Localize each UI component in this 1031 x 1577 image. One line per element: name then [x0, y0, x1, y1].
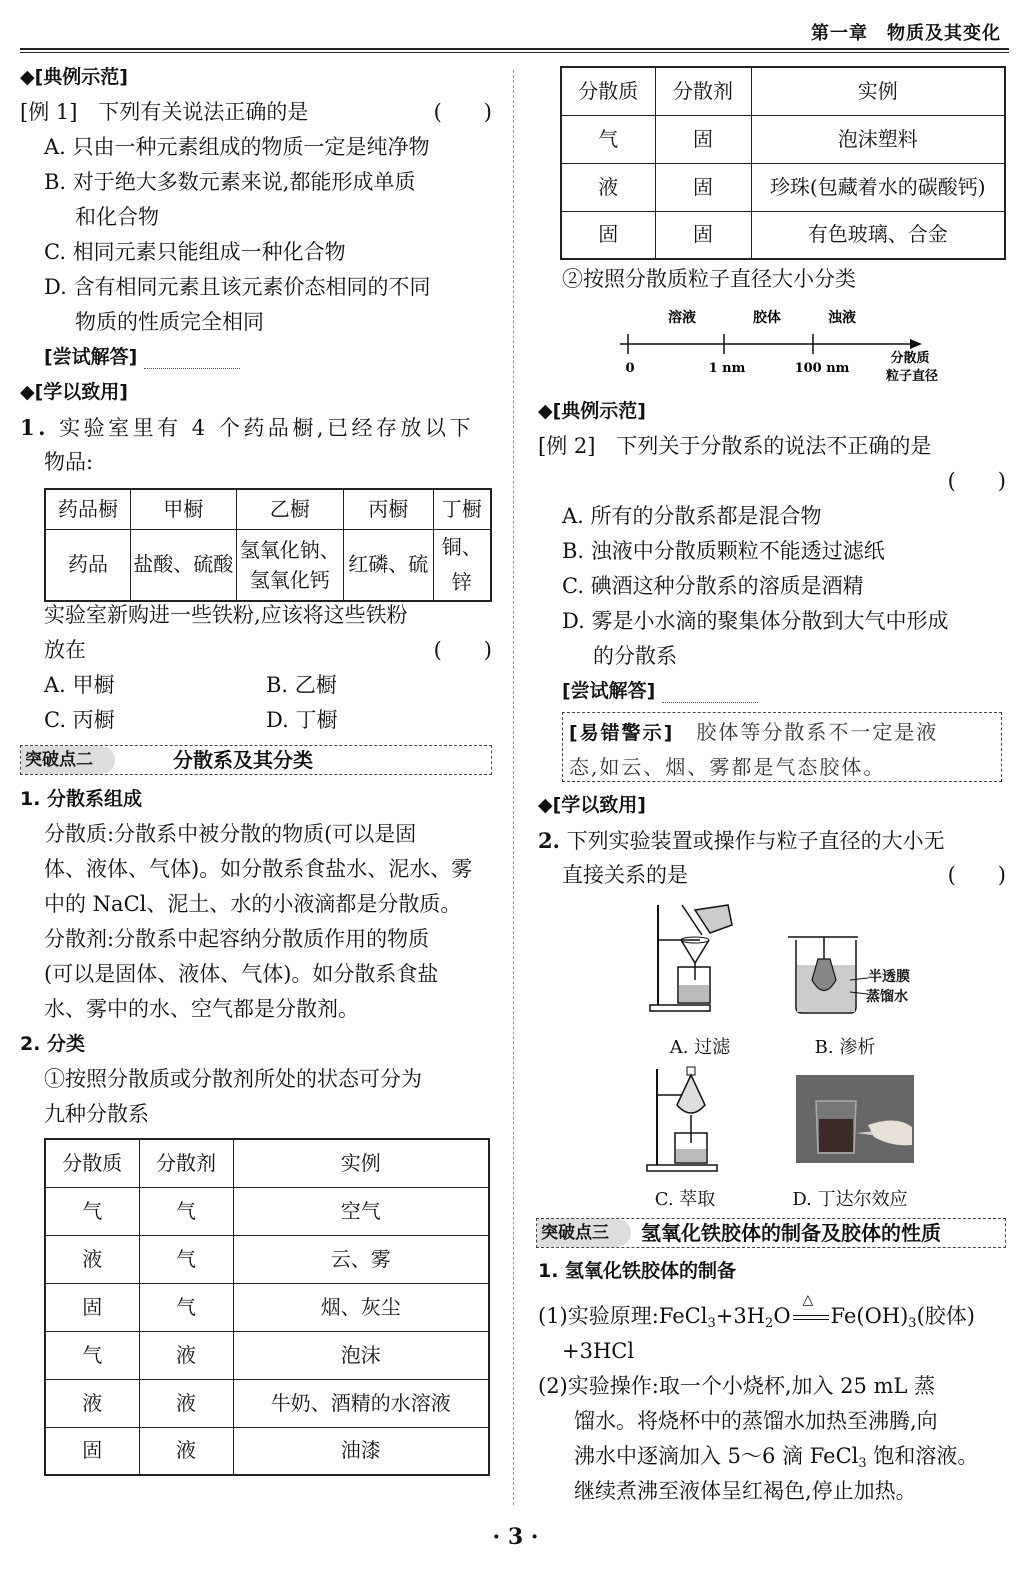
table-header: 分散质	[561, 67, 655, 115]
chapter-title: 第一章 物质及其变化	[811, 23, 1001, 44]
example1-option-b-cont: 和化合物	[75, 205, 159, 229]
text-line: ①按照分散质或分散剂所处的状态可分为	[44, 1067, 422, 1091]
text-line: 分散剂:分散系中起容纳分散质作用的物质	[44, 927, 430, 951]
table-cell: 气	[139, 1283, 233, 1331]
table-cell: 液	[561, 163, 655, 211]
label-colloid: 胶体	[753, 310, 781, 326]
apply-heading: ◆[学以致用]	[538, 794, 646, 816]
table-cell: 液	[45, 1235, 139, 1283]
text-line: 中的 NaCl、泥土、水的小液滴都是分散质。	[44, 892, 462, 916]
left-column	[20, 60, 492, 732]
try-answer: [尝试解答]	[538, 674, 1006, 709]
figure-caption-a: A. 过滤	[669, 1037, 731, 1058]
table-cell: 云、雾	[233, 1235, 489, 1283]
axis-arrow	[910, 339, 922, 349]
example2-stem: [例 2] 下列关于分散系的说法不正确的是	[538, 434, 932, 458]
section-tag: 突破点三	[537, 1219, 631, 1247]
q1-after-line1: 实验室新购进一些铁粉,应该将这些铁粉	[44, 603, 408, 627]
figure-caption-c: C. 萃取	[654, 1189, 716, 1210]
example-heading: ◆[典例示范]	[20, 66, 128, 88]
axis-end-label: 粒子直径	[885, 369, 939, 384]
example1-option-b: B. 对于绝大多数元素来说,都能形成单质	[44, 170, 416, 194]
example2-paren: ( )	[947, 469, 1006, 493]
answer-blank[interactable]	[144, 347, 240, 369]
filtration-apparatus	[640, 895, 740, 1015]
q1-line1: 1. 实验室里有 4 个药品橱,已经存放以下	[20, 415, 474, 440]
section-tag: 突破点二	[21, 746, 115, 774]
tick-label-100nm: 100 nm	[794, 361, 850, 376]
right-column	[538, 394, 1006, 709]
table-row	[45, 1379, 489, 1427]
table-cell: 油漆	[233, 1427, 489, 1475]
table-cell: 泡沫	[233, 1331, 489, 1379]
left-column-lower	[20, 782, 492, 1132]
table-header: 分散质	[45, 1139, 139, 1187]
q1-line2: 物品:	[44, 450, 94, 474]
table-row	[561, 115, 1005, 163]
text-line: 分散质:分散系中被分散的物质(可以是固	[44, 822, 417, 846]
size-classification-line: ②按照分散质粒子直径大小分类	[562, 267, 856, 291]
table-cell: 气	[45, 1331, 139, 1379]
try-answer: [尝试解答]	[20, 340, 492, 375]
text-line: 九种分散系	[44, 1102, 149, 1126]
example1-stem: [例 1] 下列有关说法正确的是 ( )	[20, 100, 492, 124]
particle-size-axis	[610, 300, 970, 390]
q2-line1: 2. 下列实验装置或操作与粒子直径的大小无	[538, 828, 945, 853]
table-cell: 液	[139, 1379, 233, 1427]
q2-line2: 直接关系的是 ( )	[562, 863, 1006, 887]
s1-title: 1. 分散系组成	[20, 788, 143, 810]
table-cell: 氢氧化钠、 氢氧化钙	[236, 529, 343, 601]
right-column-lower	[538, 1254, 1006, 1509]
dispersion-table-right	[560, 66, 1006, 260]
tyndall-photo	[796, 1075, 914, 1163]
membrane-label: 半透膜	[868, 969, 910, 985]
table-header: 实例	[233, 1139, 489, 1187]
table-header: 乙橱	[236, 489, 343, 529]
procedure-line1: (2)实验操作:取一个小烧杯,加入 25 mL 蒸	[538, 1374, 936, 1398]
table-cell: 固	[655, 115, 751, 163]
table-cell: 液	[139, 1427, 233, 1475]
section-title: 分散系及其分类	[173, 748, 313, 772]
s1-body	[20, 817, 492, 1027]
apply-heading: ◆[学以致用]	[20, 381, 128, 403]
header-rule-thin	[20, 52, 1009, 53]
example2-option-d-cont: 的分散系	[593, 644, 677, 668]
answer-blank[interactable]	[662, 681, 758, 703]
table-cell: 固	[655, 163, 751, 211]
table-row	[45, 1283, 489, 1331]
figure-caption-b: B. 渗析	[814, 1037, 876, 1058]
text-line: (可以是固体、液体、气体)。如分散系食盐	[44, 962, 439, 986]
heat-symbol: △	[802, 1292, 814, 1308]
section-bar-3	[536, 1218, 1006, 1248]
table-cell: 烟、灰尘	[233, 1283, 489, 1331]
figure-caption-d: D. 丁达尔效应	[792, 1189, 908, 1210]
table-cell: 药品	[45, 529, 131, 601]
s2-title: 2. 分类	[20, 1033, 86, 1055]
example1-option-d: D. 含有相同元素且该元素价态相同的不同	[44, 275, 431, 299]
text-line: 体、液体、气体)。如分散系食盐水、泥水、雾	[44, 857, 473, 881]
table-cell: 气	[45, 1187, 139, 1235]
q1-options-cd: C. 丙橱 D. 丁橱	[44, 708, 338, 732]
table-cell: 牛奶、酒精的水溶液	[233, 1379, 489, 1427]
cabinet-table	[44, 488, 492, 602]
distilled-water-label: 蒸馏水	[866, 989, 908, 1005]
table-cell: 气	[561, 115, 655, 163]
example-heading: ◆[典例示范]	[538, 400, 646, 422]
s2-body	[20, 1062, 492, 1132]
tick-label-0: 0	[625, 361, 635, 376]
table-header: 分散剂	[139, 1139, 233, 1187]
example1-option-d-cont: 物质的性质完全相同	[75, 310, 264, 334]
example2-option-c: C. 碘酒这种分散系的溶质是酒精	[562, 574, 864, 598]
example2-option-b: B. 浊液中分散质颗粒不能透过滤纸	[562, 539, 885, 563]
table-row	[561, 211, 1005, 259]
table-header: 甲橱	[131, 489, 237, 529]
separatory-funnel	[645, 1065, 725, 1175]
page-number: · 3 ·	[492, 1524, 539, 1550]
table-header: 分散剂	[655, 67, 751, 115]
table-cell: 盐酸、硫酸	[131, 529, 237, 601]
procedure-line2: 馏水。将烧杯中的蒸馏水加热至沸腾,向	[574, 1409, 938, 1433]
page-header	[0, 0, 1031, 52]
dispersion-table-left	[44, 1138, 490, 1476]
table-cell: 液	[45, 1379, 139, 1427]
q1-options-ab: A. 甲橱 B. 乙橱	[44, 673, 337, 697]
example1-option-a: A. 只由一种元素组成的物质一定是纯净物	[44, 135, 430, 159]
table-cell: 液	[139, 1331, 233, 1379]
table-cell: 泡沫塑料	[751, 115, 1005, 163]
table-row	[45, 1427, 489, 1475]
table-header: 药品橱	[45, 489, 131, 529]
table-row	[45, 1331, 489, 1379]
table-row	[45, 1187, 489, 1235]
table-cell: 固	[655, 211, 751, 259]
warning-box	[562, 712, 1002, 782]
table-cell: 固	[45, 1283, 139, 1331]
example2-option-a: A. 所有的分散系都是混合物	[562, 504, 822, 528]
table-cell: 空气	[233, 1187, 489, 1235]
column-divider	[513, 70, 514, 1505]
table-header: 丁橱	[433, 489, 491, 529]
example1-option-c: C. 相同元素只能组成一种化合物	[44, 240, 346, 264]
right-column-q2	[538, 788, 1006, 893]
reaction-equation: (1)实验原理$:FeCl_3+3H_2O$ △ $Fe(OH)_3$(胶体)	[538, 1299, 1006, 1334]
procedure-line4: 继续煮沸至液体呈红褐色,停止加热。	[574, 1479, 917, 1503]
procedure-line3: 沸水中逐滴加入 5～6 滴 FeCl$_3$ 饱和溶液。	[574, 1444, 979, 1471]
axis-end-label: 分散质	[890, 351, 930, 366]
warning-text: 态,如云、烟、雾都是气态胶体。	[569, 755, 886, 779]
section-title: 氢氧化铁胶体的制备及胶体的性质	[641, 1221, 941, 1245]
p1-title: 1. 氢氧化铁胶体的制备	[538, 1260, 737, 1282]
table-cell: 固	[561, 211, 655, 259]
text-line: 水、雾中的水、空气都是分散剂。	[44, 997, 359, 1021]
table-row	[45, 1235, 489, 1283]
q1-after-line2: 放在 ( )	[44, 638, 492, 662]
table-header: 丙橱	[343, 489, 433, 529]
table-cell: 固	[45, 1427, 139, 1475]
table-cell: 气	[139, 1235, 233, 1283]
reaction-equation-cont: +3HCl	[562, 1339, 635, 1363]
warning-text: 胶体等分散系不一定是液	[674, 720, 939, 744]
example2-option-d: D. 雾是小水滴的聚集体分散到大气中形成	[562, 609, 949, 633]
table-cell: 气	[139, 1187, 233, 1235]
table-cell: 珍珠(包藏着水的碳酸钙)	[751, 163, 1005, 211]
tick-label-1nm: 1 nm	[708, 361, 746, 376]
table-row	[561, 163, 1005, 211]
header-rule	[20, 48, 1009, 50]
section-bar-2	[20, 745, 492, 775]
pointer-lines	[850, 970, 870, 1000]
warning-label: [易错警示]	[569, 722, 675, 744]
table-cell: 铜、锌	[433, 529, 491, 601]
table-header: 实例	[751, 67, 1005, 115]
table-cell: 红磷、硫	[343, 529, 433, 601]
table-cell: 有色玻璃、合金	[751, 211, 1005, 259]
label-solution: 溶液	[668, 310, 696, 326]
label-suspension: 浊液	[828, 310, 856, 326]
